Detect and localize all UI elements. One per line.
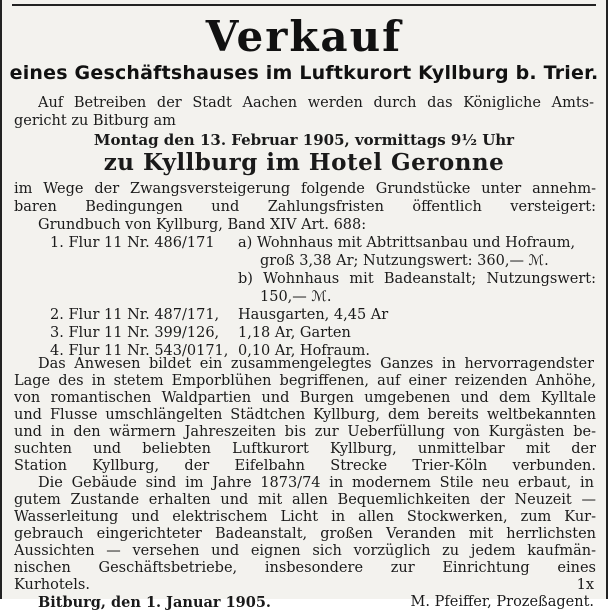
intro-line-2: gericht zu Bitburg am	[14, 113, 176, 129]
auction-location: zu Kyllburg im Hotel Geronne	[103, 149, 505, 176]
parcel-2-number: 2. Flur 11 Nr. 487/171,	[50, 307, 220, 323]
parcel-3-desc: 1,18 Ar, Garten	[238, 325, 351, 341]
parcel-4-desc: 0,10 Ar, Hofraum.	[238, 343, 370, 359]
body-line-10: Wasserleitung und elektrischem Licht in allen Stockwerken, zum Kur-	[14, 509, 596, 525]
auction-date: Montag den 13. Februar 1905, vormittags 9½ Uhr	[93, 131, 515, 149]
body-line-14: Kurhotels.	[14, 577, 90, 593]
body-line-7: Station Kyllburg, der Eifelbahn Strecke Trier-Köln verbunden.	[14, 458, 596, 474]
ad-subtitle: eines Geschäftshauses im Luftkurort Kyllburg b. Trier.	[9, 62, 599, 84]
parcel-1a-line-2: groß 3,38 Ar; Nutzungswert: 360,— ℳ.	[260, 253, 549, 269]
body-line-6: suchten und beliebten Luftkurort Kyllburg, unmittelbar mit der	[14, 441, 596, 457]
parcel-1b-line-2: 150,— ℳ.	[260, 289, 332, 305]
parcel-1a-line-1: a) Wohnhaus mit Abtrittsanbau und Hofraum,	[238, 235, 576, 251]
intro-line-1: Auf Betreiben der Stadt Aachen werden durch das Königliche Amts-	[38, 95, 594, 111]
body-line-11: gebrauch eingerichteter Badeanstalt, großen Veranden mit herrlichsten	[14, 526, 596, 542]
body-line-13: nischen Geschäftsbetriebe, insbesondere zur Einrichtung eines	[14, 560, 596, 576]
parcel-3-number: 3. Flur 11 Nr. 399/126,	[50, 325, 220, 341]
conditions-line-1: im Wege der Zwangsversteigerung folgende Grundstücke unter annehm-	[14, 181, 596, 197]
parcel-1b-line-1: b) Wohnhaus mit Badeanstalt; Nutzungswert:	[238, 271, 596, 287]
body-line-8: Die Gebäude sind im Jahre 1873/74 in modernem Stile neu erbaut, in	[38, 475, 594, 491]
land-register: Grundbuch von Kyllburg, Band XIV Art. 688:	[38, 217, 367, 233]
conditions-line-2: baren Bedingungen und Zahlungsfristen öffentlich versteigert:	[14, 199, 596, 215]
body-line-12: Aussichten — versehen und eignen sich vorzüglich zu jedem kaufmän-	[14, 543, 596, 559]
body-line-4: und Flusse umschlängelten Städtchen Kyllburg, dem bereits weltbekannten	[14, 407, 596, 423]
footer-place-date: Bitburg, den 1. Januar 1905.	[38, 594, 271, 611]
body-line-5: und in den wärmern Jahreszeiten bis zur Ueberfüllung von Kurgästen be-	[14, 424, 596, 440]
body-line-2: Lage des in stetem Emporblühen begriffenen, auf einer reizenden Anhöhe,	[14, 373, 596, 389]
ad-title: Verkauf	[205, 12, 403, 61]
body-line-3: von romantischen Waldpartien und Burgen umgebenen und dem Kylltale	[14, 390, 596, 406]
footer-signature: M. Pfeiffer, Prozeßagent.	[410, 594, 594, 610]
parcel-2-desc: Hausgarten, 4,45 Ar	[238, 307, 389, 323]
parcel-4-number: 4. Flur 11 Nr. 543/0171,	[50, 343, 229, 359]
parcel-1-number: 1. Flur 11 Nr. 486/171	[50, 235, 215, 251]
body-line-9: gutem Zustande erhalten und mit allen Bequemlichkeiten der Neuzeit —	[14, 492, 596, 508]
insertion-mark: 1x	[576, 577, 594, 593]
body-line-1: Das Anwesen bildet ein zusammengelegtes Ganzes in hervorragendster	[38, 356, 594, 372]
top-rule	[12, 4, 596, 6]
